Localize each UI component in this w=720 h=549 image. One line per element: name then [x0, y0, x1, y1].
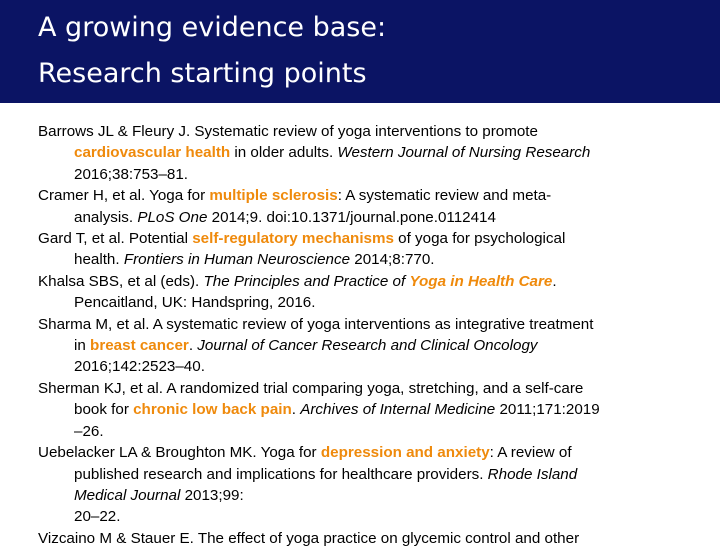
reference-item [38, 228, 710, 271]
reference-text: Sherman KJ, et al. A randomized trial comparing yoga, stretching, and a self-care [38, 379, 584, 397]
reference-line [38, 335, 710, 356]
journal-title: Western Journal of Nursing Research [337, 144, 591, 162]
reference-line [38, 142, 710, 163]
reference-text: analysis. [74, 208, 138, 226]
reference-list [38, 121, 710, 549]
highlighted-topic: cardiovascular health [74, 144, 231, 162]
reference-text: –26. [74, 422, 104, 440]
reference-text: 2016;142:2523–40. [74, 358, 205, 376]
reference-text: 2011;171:2019 [495, 401, 600, 419]
reference-text: in [74, 337, 91, 355]
reference-text: 2013;99: [180, 486, 244, 504]
slide-title-line-1: A growing evidence base: [38, 12, 387, 43]
reference-item [38, 121, 710, 185]
reference-line [38, 271, 710, 292]
reference-text: : A review of [489, 444, 572, 462]
journal-title: Rhode Island [487, 465, 578, 483]
reference-text: . [291, 401, 301, 419]
reference-line [38, 207, 710, 228]
reference-text: Khalsa SBS, et al (eds). [38, 272, 204, 290]
reference-line [38, 164, 710, 185]
reference-text: Barrows JL & Fleury J. Systematic review of yoga interventions to promote [38, 123, 538, 140]
highlighted-topic: depression and anxiety [320, 444, 490, 462]
journal-title: Journal of Cancer Research and Clinical Oncology [197, 337, 538, 355]
reference-line [38, 356, 710, 377]
reference-line [38, 228, 710, 249]
reference-line [38, 442, 710, 463]
reference-line [38, 485, 710, 506]
reference-item [38, 442, 710, 528]
reference-line [38, 528, 710, 549]
journal-title: Frontiers in Human Neuroscience [123, 251, 351, 269]
journal-title: Archives of Internal Medicine [300, 401, 496, 419]
reference-text: . [552, 272, 557, 290]
highlighted-topic: self-regulatory mechanisms [192, 230, 394, 248]
highlighted-topic: Yoga in Health Care [409, 272, 553, 290]
reference-line [38, 378, 710, 399]
journal-title: The Principles and Practice of [203, 272, 410, 290]
reference-text: of yoga for psychological [393, 230, 566, 248]
highlighted-topic: chronic low back pain [133, 401, 292, 419]
reference-line [38, 249, 710, 270]
reference-text: published research and implications for healthcare providers. [74, 465, 488, 483]
reference-line [38, 292, 710, 313]
reference-line [38, 506, 710, 527]
reference-text: 20–22. [74, 508, 121, 526]
reference-item [38, 185, 710, 228]
reference-text: in older adults. [230, 144, 338, 162]
reference-text: . [188, 337, 198, 355]
reference-line [38, 421, 710, 442]
reference-item [38, 271, 710, 314]
reference-line [38, 399, 710, 420]
reference-line [38, 314, 710, 335]
reference-line [38, 185, 710, 206]
reference-item [38, 528, 710, 549]
reference-text: health. [74, 251, 124, 269]
reference-text: Cramer H, et al. Yoga for [38, 187, 210, 205]
reference-line [38, 121, 710, 142]
reference-item [38, 378, 710, 442]
reference-text: Sharma M, et al. A systematic review of yoga interventions as integrative treatment [38, 315, 594, 333]
journal-title: PLoS One [137, 208, 208, 226]
reference-text: Vizcaino M & Stauer E. The effect of yoga practice on glycemic control and other [38, 529, 580, 547]
reference-line [38, 464, 710, 485]
reference-text: 2014;8:770. [350, 251, 435, 269]
reference-text: Gard T, et al. Potential [38, 230, 193, 248]
title-bar [0, 0, 720, 103]
highlighted-topic: multiple sclerosis [209, 187, 338, 205]
reference-text: book for [74, 401, 134, 419]
reference-text: : A systematic review and meta- [337, 187, 552, 205]
reference-text: Pencaitland, UK: Handspring, 2016. [74, 294, 316, 312]
reference-text: 2014;9. doi:10.1371/journal.pone.0112414 [207, 208, 496, 226]
journal-title: Medical Journal [74, 486, 181, 504]
reference-text: Uebelacker LA & Broughton MK. Yoga for [38, 444, 321, 462]
reference-item [38, 314, 710, 378]
reference-text: 2016;38:753–81. [74, 165, 189, 183]
highlighted-topic: breast cancer [90, 337, 189, 355]
slide-title-line-2: Research starting points [38, 58, 367, 89]
